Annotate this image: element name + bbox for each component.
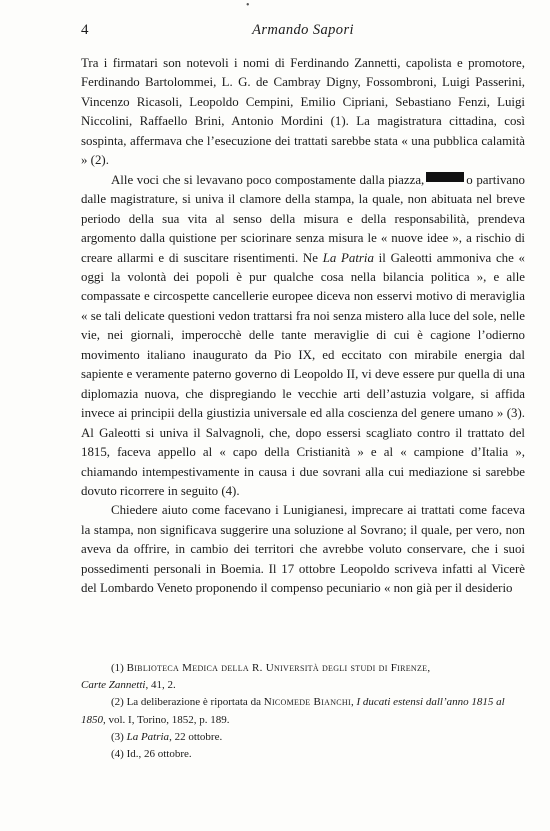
newspaper-title: La Patria bbox=[322, 250, 374, 265]
footnote-2-sep: , bbox=[350, 696, 357, 709]
page-header bbox=[81, 22, 525, 42]
footnote-1 bbox=[81, 660, 525, 677]
paragraph-2-start: Alle voci che si levavano poco compostamente dalla piazza, bbox=[111, 172, 425, 187]
footnote-1-source: Biblioteca Medica della R. Università degli studi di Firenze, bbox=[126, 662, 431, 674]
running-head: Armando Sapori bbox=[252, 22, 354, 38]
footnote-2-title: I ducati estensi dall’anno 1815 al 1850 bbox=[81, 696, 505, 726]
footnote-2-start: (2) La deliberazione è riportata da bbox=[111, 696, 264, 709]
top-mark: • bbox=[246, 0, 250, 11]
footnote-3 bbox=[81, 729, 525, 746]
footnotes bbox=[81, 660, 525, 763]
footnote-3-title: La Patria bbox=[126, 730, 170, 743]
footnote-1-collection: Carte Zannetti bbox=[81, 679, 146, 692]
paragraph-2 bbox=[81, 171, 525, 502]
paragraph-2-end: il Galeotti ammoniva che « oggi la volontà dei popoli è pur qualche cosa nella bilancia politica », e alle compassate e circospette cancellerie europee diceva non esservi motivo di meraviglia « se tali delicate questioni vedon trattarsi fra noi senza mistero alla luce del sole, nelle vie, nei giornali, imperocchè delle tante meraviglie di cui è cagione l’odierno movimento italiano inaugurato da Pio IX, ed eccitato con mirabile energia dal sapiente e veramente paterno governo di Leopoldo II, vi deve essere pur quella di una diplomazia nuova, che dispregiando le vecchie arti dell’astuzia volgare, si affida invece ai principii della giustizia universale ed alla coscienza del genere umano » (3). Al Galeotti si univa il Salvagnoli, che, dopo essersi scagliato contro il trattato del 1815, faceva appello al « capo della Cristianità » e al « campione d’Italia », chiamando intempestivamente in causa i due sovrani alla cui mediazione si sarebbe dovuto ricorrere in seguito (4). bbox=[81, 250, 525, 498]
footnote-1-continued bbox=[81, 677, 525, 694]
paragraph-1: Tra i firmatari son notevoli i nomi di Ferdinando Zannetti, capolista e promotore, Ferdinando Bartolommei, L. G. de Cambray Digny, Fossombroni, Luigi Passerini, Vincenzo Ricasoli, Leopoldo Cempini, Emilio Cipriani, Sebastiano Fenzi, Luigi Niccolini, Raffaello Brini, Antonio Mordini (1). La magistratura cittadina, così sospinta, affermava che l’esecuzione dei trattati sarebbe stata « una pubblica calamità » (2). bbox=[81, 56, 525, 168]
paragraph-3: Chiedere aiuto come facevano i Lunigianesi, imprecare ai trattati come faceva la stampa, non significava suggerire una soluzione al Sovrano; il quale, per vero, non aveva da offrire, in cambio dei territori che avrebbe voluto conservare, che i suoi possedimenti personali in Boemia. Il 17 ottobre Leopoldo scriveva infatti al Vicerè del Lombardo Veneto proponendo il compenso pecuniario « non già per il desiderio bbox=[81, 503, 525, 596]
footnote-1-ref: , 41, 2. bbox=[145, 679, 176, 692]
footnote-4: (4) Id., 26 ottobre. bbox=[111, 748, 192, 761]
footnote-1-number: (1) bbox=[111, 662, 127, 674]
footnote-2-end: , vol. I, Torino, 1852, p. 189. bbox=[103, 713, 230, 726]
footnote-3-date: , 22 ottobre. bbox=[169, 730, 223, 743]
footnote-2 bbox=[81, 694, 525, 728]
body-text bbox=[81, 54, 525, 599]
redaction-mark bbox=[426, 172, 464, 182]
footnote-3-number: (3) bbox=[111, 730, 127, 743]
paragraph-2-middle: o partivano dalle magistrature, si univa il clamore della stampa, la quale, non abituata nel breve periodo della sua vita al senso della misura e della responsabilità, prendeva argomento dalla quistione per sciorinare senza misura le « nuove idee », a rischio di creare allarmi e di suscitare risentimenti. Ne bbox=[81, 172, 525, 265]
footnote-2-author: Nicomede Bianchi bbox=[263, 696, 351, 709]
page-number: 4 bbox=[81, 22, 89, 38]
